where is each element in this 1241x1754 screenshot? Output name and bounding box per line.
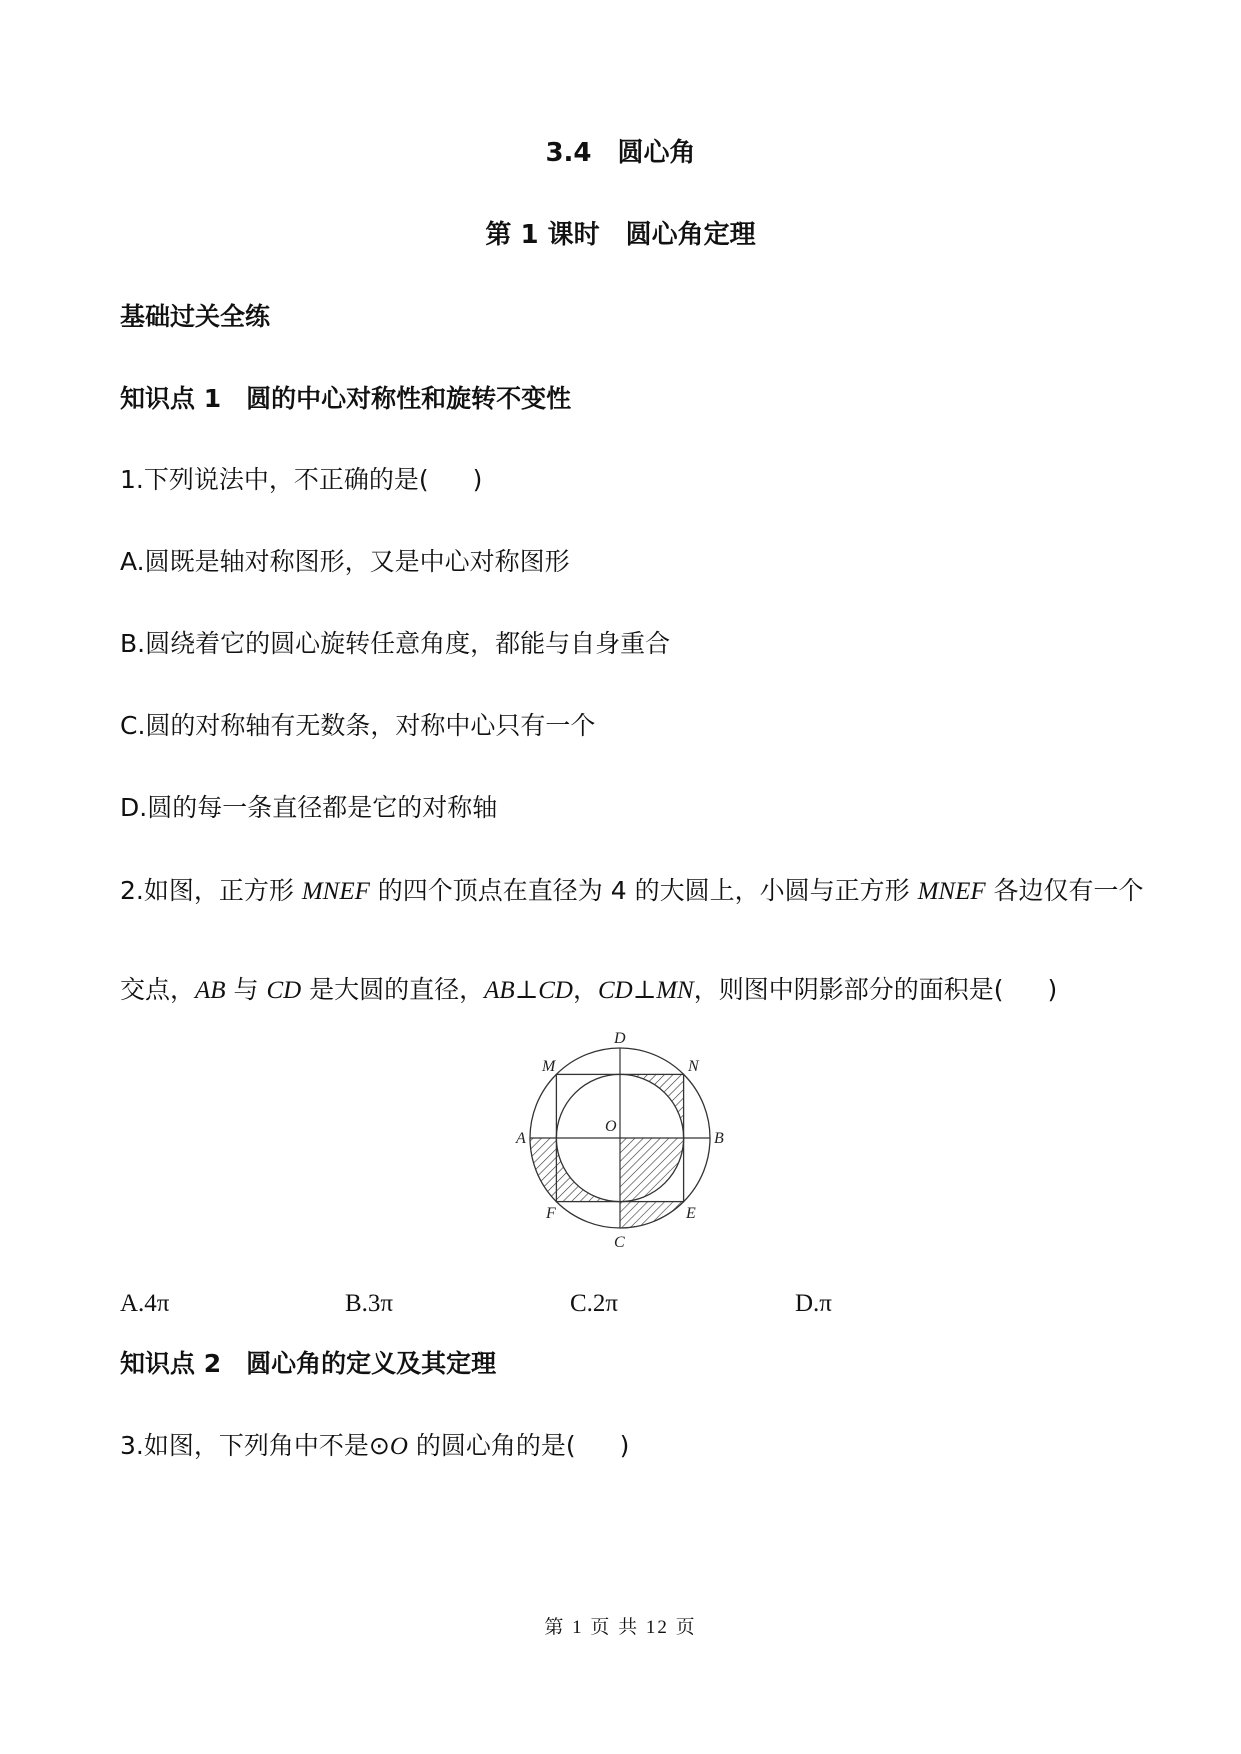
q2-text: ，则图中阴影部分的面积是( <box>693 975 1004 1004</box>
question-2-line-2 <box>120 975 1057 1006</box>
q2-text: 的四个顶点在直径为 4 的大圆上，小圆与正方形 <box>369 876 918 905</box>
circle-square-figure <box>510 1025 730 1255</box>
label-e: E <box>686 1205 696 1222</box>
question-1-stem <box>120 465 482 495</box>
page-footer: 第 1 页 共 12 页 <box>544 1617 697 1638</box>
label-o: O <box>605 1118 617 1135</box>
label-f: F <box>546 1205 556 1222</box>
label-a: A <box>516 1130 526 1147</box>
shaded-region-bottom <box>620 1202 684 1235</box>
q3-math: O <box>389 1433 408 1460</box>
q2-text: 2.如图，正方形 <box>120 876 302 905</box>
q2-math: MNEF <box>917 878 986 905</box>
q2-math: CD <box>266 977 302 1004</box>
q3-close-paren: ) <box>619 1431 630 1460</box>
q2-text: 与 <box>225 975 267 1004</box>
question-2-line-1 <box>120 876 1144 907</box>
shaded-region-left <box>530 1138 620 1202</box>
knowledge-point-label: 知识点 2 <box>120 1349 222 1378</box>
label-n: N <box>688 1058 699 1075</box>
question-1-option-b: B.圆绕着它的圆心旋转任意角度，都能与自身重合 <box>120 629 671 658</box>
q2-math: AB⊥CD <box>484 977 573 1004</box>
label-c: C <box>614 1234 625 1251</box>
question-2-choice-d: D.π <box>795 1290 832 1317</box>
shaded-region-top-right <box>620 1074 684 1138</box>
knowledge-point-2-heading <box>120 1349 496 1379</box>
knowledge-point-title: 圆的中心对称性和旋转不变性 <box>246 384 572 413</box>
exercise-group-heading: 基础过关全练 <box>120 302 271 331</box>
q2-close-paren: ) <box>1047 975 1058 1004</box>
q2-math: MNEF <box>301 878 370 905</box>
q2-text: ， <box>572 975 598 1004</box>
q3-text: 3.如图，下列角中不是⊙ <box>120 1431 390 1460</box>
question-2-choice-a: A.4π <box>120 1290 170 1317</box>
knowledge-point-title: 圆心角的定义及其定理 <box>246 1349 497 1378</box>
shaded-region-bottom-right <box>620 1138 684 1202</box>
q2-text: 是大圆的直径， <box>301 975 485 1004</box>
question-2-choice-c: C.2π <box>570 1290 619 1317</box>
question-1-option-c: C.圆的对称轴有无数条，对称中心只有一个 <box>120 711 596 740</box>
q3-text: 的圆心角的是( <box>407 1431 576 1460</box>
label-b: B <box>714 1130 724 1147</box>
label-m: M <box>542 1058 556 1075</box>
knowledge-point-1-heading <box>120 384 571 414</box>
question-1-option-a: A.圆既是轴对称图形，又是中心对称图形 <box>120 547 570 576</box>
q2-text: 交点， <box>120 975 196 1004</box>
knowledge-point-label: 知识点 1 <box>120 384 222 413</box>
q2-math: AB <box>195 977 226 1004</box>
question-1-option-d: D.圆的每一条直径都是它的对称轴 <box>120 793 498 822</box>
question-2-choice-b: B.3π <box>345 1290 394 1317</box>
q2-math: CD⊥MN <box>597 977 694 1004</box>
question-1-text: 1.下列说法中，不正确的是( <box>120 465 429 494</box>
section-title: 3.4 圆心角 <box>545 138 696 168</box>
question-2-choices <box>120 1290 1020 1320</box>
q2-text: 各边仅有一个 <box>985 876 1144 905</box>
label-d: D <box>614 1030 626 1047</box>
question-3-stem <box>120 1431 629 1462</box>
lesson-title: 第 1 课时 圆心角定理 <box>485 220 756 250</box>
question-1-close-paren: ) <box>472 465 483 494</box>
